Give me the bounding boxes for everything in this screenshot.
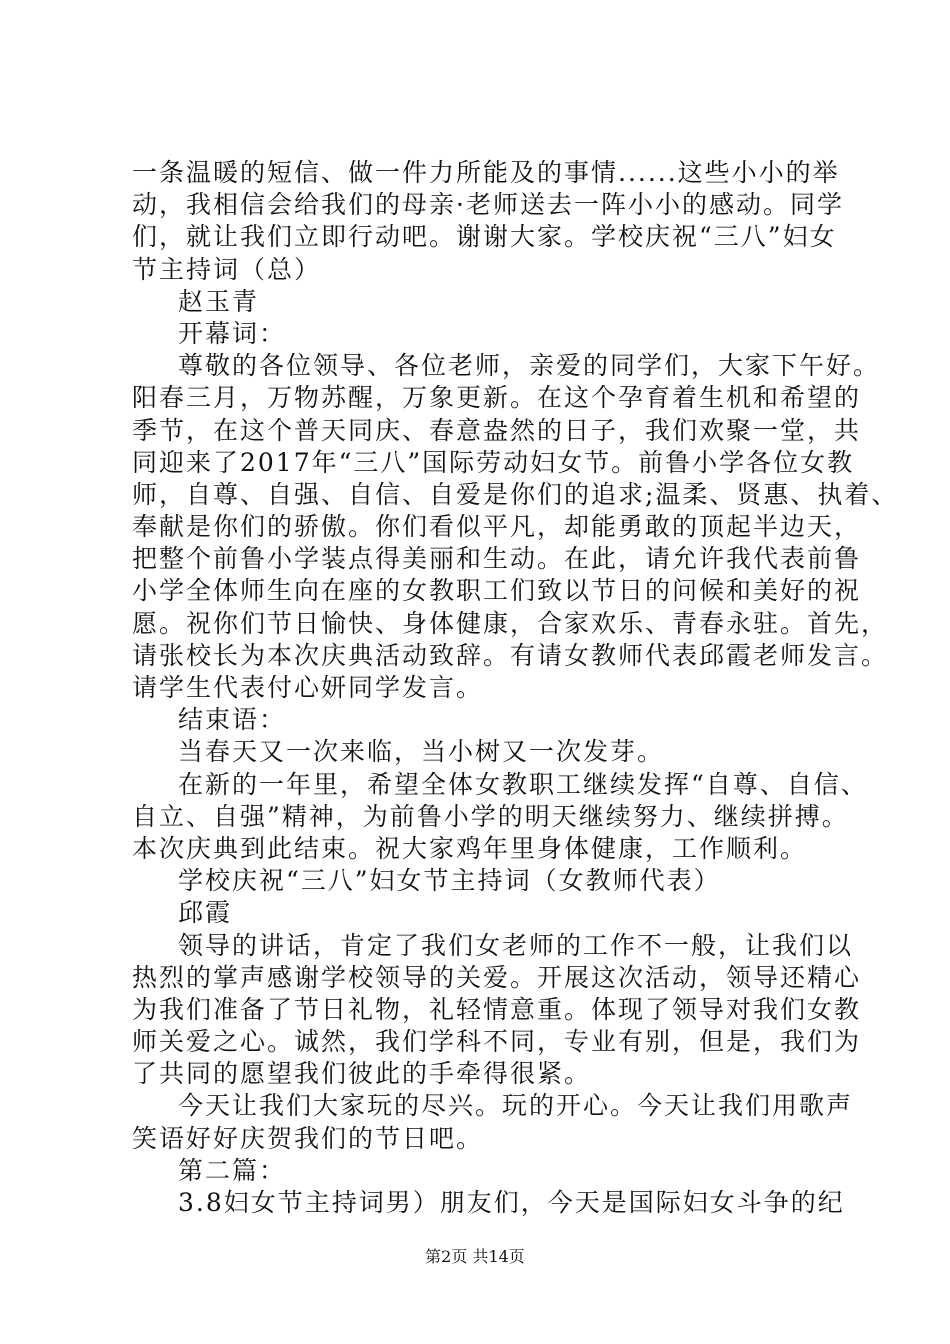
text-line: 了共同的愿望我们彼此的手牵得很紧。	[132, 1059, 592, 1089]
text-line: 结束语：	[178, 705, 287, 735]
text-line: 愿。祝你们节日愉快、身体健康，合家欢乐、青春永驻。首先，	[132, 608, 889, 638]
page-footer: 第2页 共14页	[425, 1247, 525, 1266]
text-line: 阳春三月，万物苏醒，万象更新。在这个孕育着生机和希望的	[132, 383, 862, 413]
text-line: 热烈的掌声感谢学校领导的关爱。开展这次活动，领导还精心	[132, 962, 862, 992]
text-line: 为我们准备了节日礼物，礼轻情意重。体现了领导对我们女教	[132, 994, 862, 1024]
text-line: 动，我相信会给我们的母亲·老师送去一阵小小的感动。同学	[132, 190, 844, 220]
text-line: 学校庆祝“三八”妇女节主持词（女教师代表）	[178, 866, 721, 896]
document-body	[132, 157, 899, 1219]
text-line: 师关爱之心。诚然，我们学科不同，专业有别，但是，我们为	[132, 1027, 862, 1057]
text-line: 请学生代表付心妍同学发言。	[132, 673, 484, 702]
text-line: 邱霞	[178, 898, 233, 928]
text-line: 奉献是你们的骄傲。你们看似平凡，却能勇敢的顶起半边天，	[132, 512, 862, 542]
text-line: 们，就让我们立即行动吧。谢谢大家。学校庆祝“三八”妇女	[132, 222, 837, 252]
text-line: 今天让我们大家玩的尽兴。玩的开心。今天让我们用歌声	[178, 1091, 854, 1121]
text-line: 当春天又一次来临，当小树又一次发芽。	[178, 737, 665, 767]
text-line: 请张校长为本次庆典活动致辞。有请女教师代表邱霞老师发言。	[132, 640, 889, 670]
text-line: 开幕词：	[178, 318, 287, 348]
text-line: 自立、自强”精神，为前鲁小学的明天继续努力、继续拼搏。	[132, 801, 849, 831]
text-line: 尊敬的各位领导、各位老师，亲爱的同学们，大家下午好。	[178, 351, 881, 381]
text-line: 同迎来了2017年“三八”国际劳动妇女节。前鲁小学各位女教	[132, 447, 855, 477]
text-line: 笑语好好庆贺我们的节日吧。	[132, 1123, 484, 1153]
text-line: 节主持词（总）	[132, 254, 322, 284]
text-line: 季节，在这个普天同庆、春意盎然的日子，我们欢聚一堂，共	[132, 415, 862, 445]
text-line: 在新的一年里，希望全体女教职工继续发挥“自尊、自信、	[178, 769, 868, 799]
text-line: 一条温暖的短信、做一件力所能及的事情......这些小小的举	[132, 158, 840, 187]
text-line: 3.8妇女节主持词男）朋友们，今天是国际妇女斗争的纪	[178, 1188, 845, 1217]
text-line: 师，自尊、自强、自信、自爱是你们的追求;温柔、贤惠、执着、	[132, 479, 899, 509]
text-line: 小学全体师生向在座的女教职工们致以节日的问候和美好的祝	[132, 576, 862, 606]
text-line: 领导的讲话，肯定了我们女老师的工作不一般，让我们以	[178, 930, 854, 960]
text-line: 赵玉青	[178, 286, 260, 316]
text-line: 本次庆典到此结束。祝大家鸡年里身体健康，工作顺利。	[132, 833, 808, 863]
text-line: 第二篇：	[178, 1155, 287, 1185]
text-line: 把整个前鲁小学装点得美丽和生动。在此，请允许我代表前鲁	[132, 544, 862, 574]
